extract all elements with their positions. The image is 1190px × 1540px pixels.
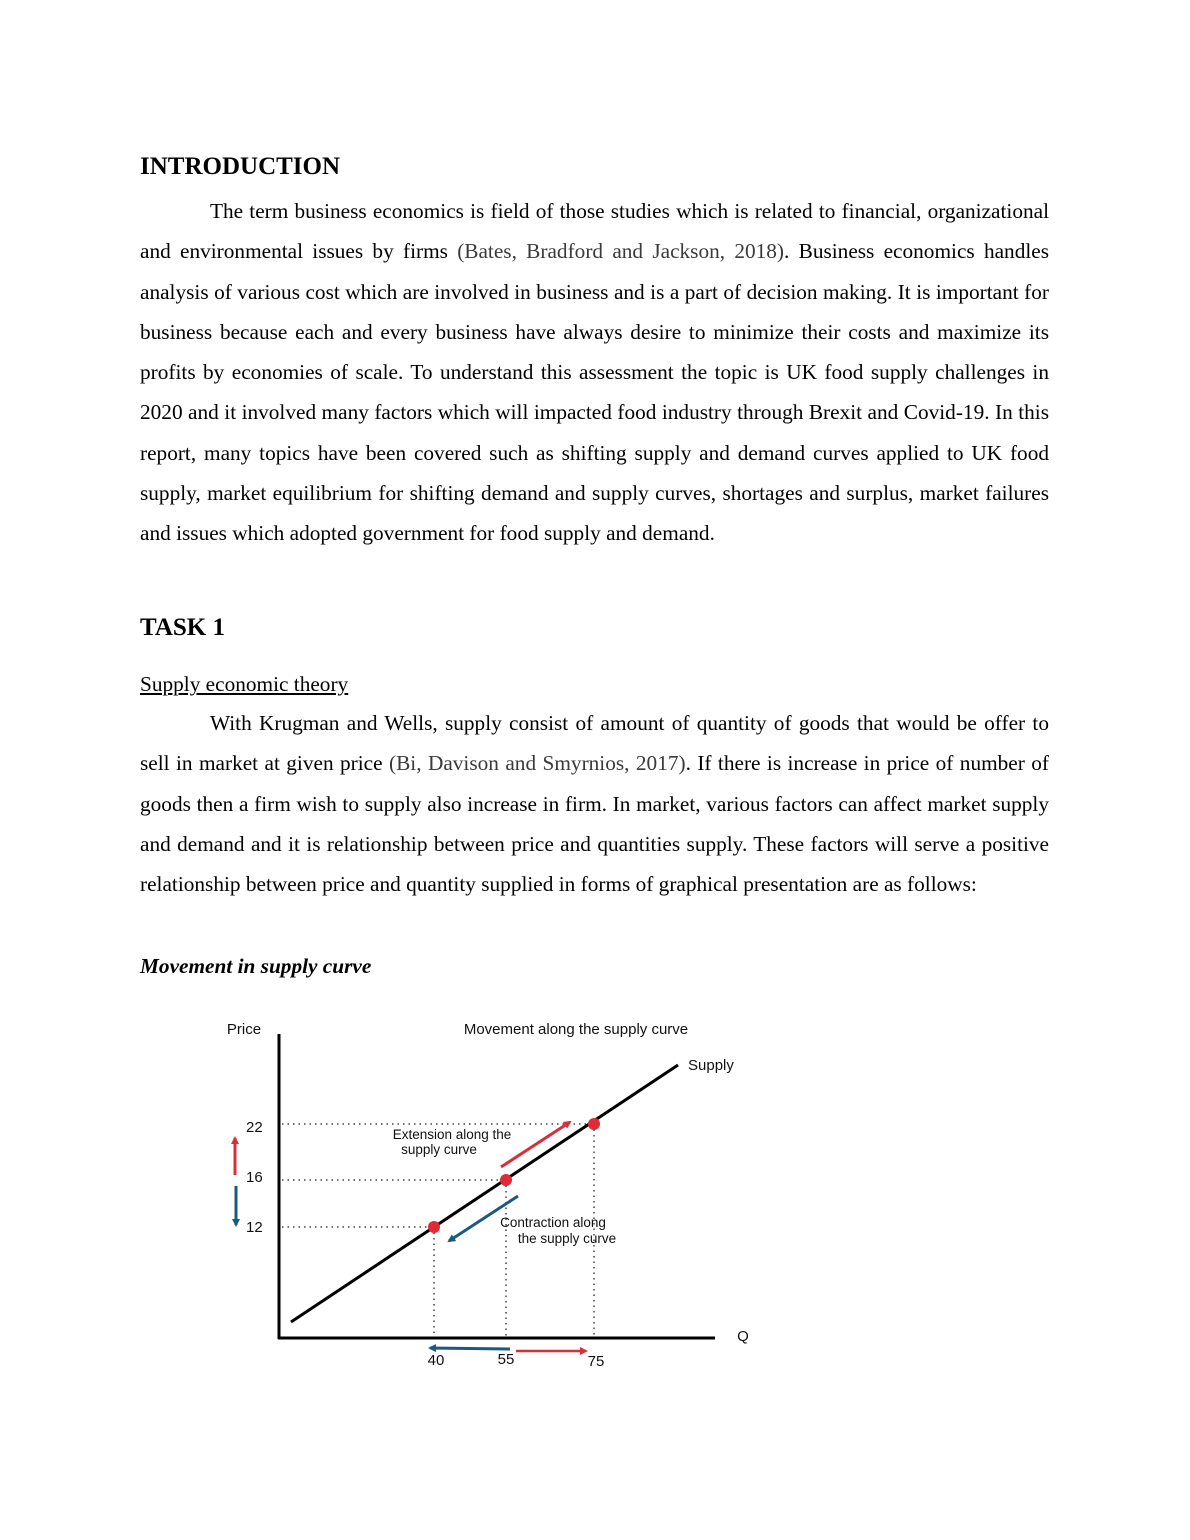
task1-text-1: With Krugman and Wells, supply consist of amount of quantity of goods that would be offer to sell in market at given price (140, 711, 1049, 776)
y-tick-22: 22 (246, 1119, 263, 1136)
x-tick-40: 40 (427, 1352, 445, 1369)
y-tick-16: 16 (246, 1169, 263, 1186)
introduction-paragraph (140, 191, 1049, 554)
figure-heading: Movement in supply curve (140, 954, 372, 978)
y-axis-label: Price (226, 1021, 262, 1038)
y-tick-12: 12 (246, 1219, 263, 1236)
supply-line (291, 1065, 678, 1322)
introduction-heading: INTRODUCTION (140, 153, 341, 180)
task1-heading: TASK 1 (140, 614, 225, 641)
extension-label-line1: Extension along the (392, 1127, 512, 1142)
point-40-12 (428, 1221, 440, 1233)
x-tick-75: 75 (587, 1353, 605, 1370)
x-axis-label: Q (737, 1328, 749, 1345)
citation: (Bates, Bradford and Jackson, 2018) (457, 239, 785, 264)
point-75-22 (588, 1118, 600, 1130)
supply-curve-chart (200, 1000, 780, 1390)
x-tick-55: 55 (497, 1351, 515, 1368)
contraction-label-line2: the supply curve (517, 1231, 617, 1246)
task1-paragraph (140, 703, 1049, 904)
citation: (Bi, Davison and Smyrnios, 2017) (389, 751, 686, 776)
contraction-label-line1: Contraction along (500, 1215, 606, 1230)
intro-text-1: The term business economics is field of those studies which is related to financial, organizational and environmental issues by firms (140, 199, 1049, 264)
quantity-decrease-arrow-icon (430, 1348, 510, 1349)
supply-line-label: Supply (688, 1057, 734, 1074)
supply-theory-subheading: Supply economic theory (140, 672, 349, 696)
extension-label-line2: supply curve (401, 1142, 477, 1157)
point-55-16 (500, 1174, 512, 1186)
chart-title: Movement along the supply curve (463, 1021, 689, 1038)
intro-text-2: . Business economics handles analysis of various cost which are involved in business and is a part of decision making. It is important for business because each and every business have always desire to minimize their costs and maximize its profits by economies of scale. To understand this assessment the topic is UK food supply challenges in 2020 and it involved many factors which will impacted food industry through Brexit and Covid-19. In this report, many topics have been covered such as shifting supply and demand curves applied to UK food supply, market equilibrium for shifting demand and supply curves, shortages and surplus, market failures and issues which adopted government for food supply and demand. (140, 239, 1049, 546)
task1-text-2: . If there is increase in price of number of goods then a firm wish to supply also increase in firm. In market, various factors can affect market supply and demand and it is relationship between price and quantities supply. These factors will serve a positive relationship between price and quantity supplied in forms of graphical presentation are as follows: (140, 751, 1049, 897)
